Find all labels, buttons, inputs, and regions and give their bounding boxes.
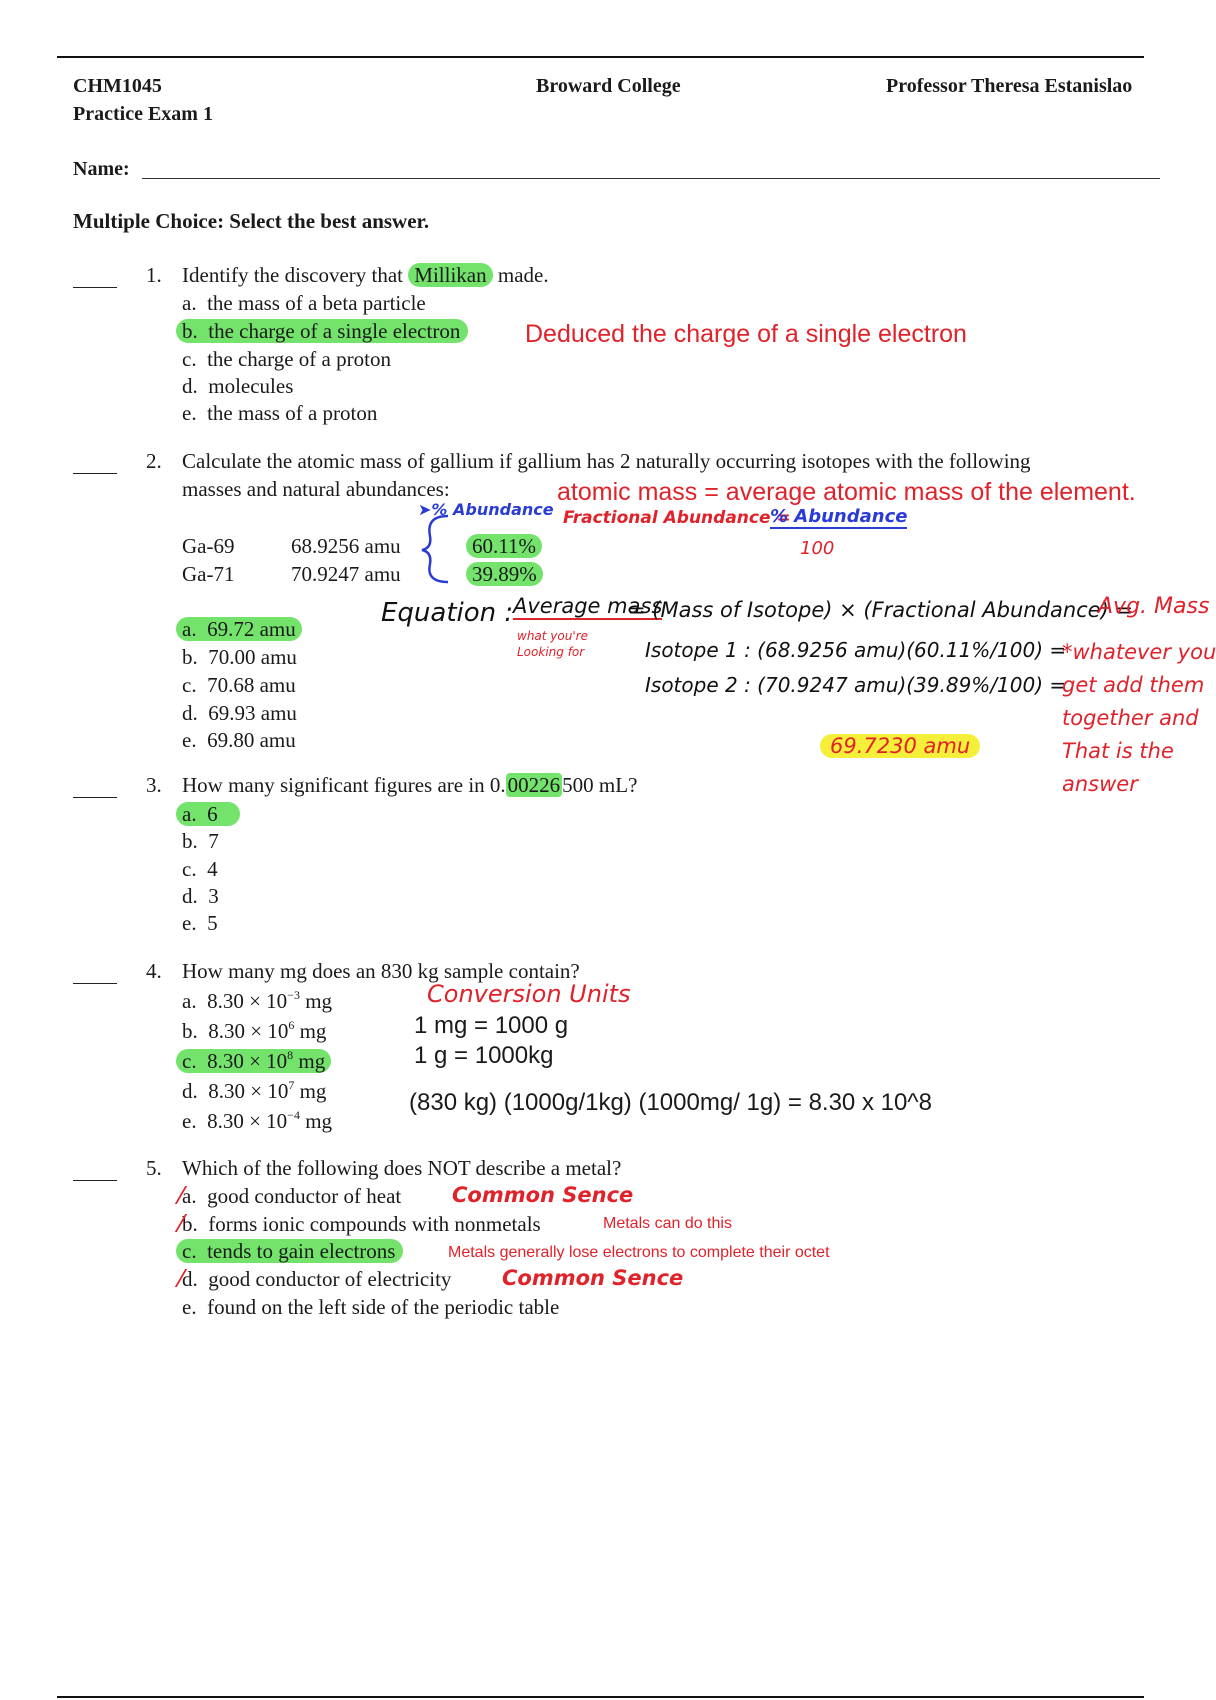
q2-option-e[interactable] bbox=[182, 728, 296, 753]
option-text: 70.68 amu bbox=[207, 673, 296, 697]
q3-option-b[interactable] bbox=[182, 829, 219, 854]
option-text: 70.00 amu bbox=[208, 645, 297, 669]
option-text: 69.72 amu bbox=[207, 617, 296, 641]
option-base: 8.30 × 10 bbox=[208, 1019, 289, 1043]
q1-option-b-correct[interactable] bbox=[182, 319, 468, 344]
exam-title: Practice Exam 1 bbox=[73, 103, 213, 125]
question-1-text bbox=[182, 263, 549, 288]
q4-option-c-correct[interactable] bbox=[182, 1049, 331, 1074]
option-text: molecules bbox=[208, 374, 294, 398]
option-letter-crossed: d. bbox=[182, 1267, 198, 1291]
q2-bracket bbox=[418, 508, 458, 588]
option-unit: mg bbox=[305, 1109, 333, 1133]
option-unit: mg bbox=[299, 1079, 327, 1103]
question-1-pre: Identify the discovery that bbox=[182, 263, 404, 287]
option-text: good conductor of heat bbox=[207, 1184, 402, 1208]
question-1-post: made. bbox=[497, 263, 549, 287]
option-letter: d. bbox=[182, 701, 198, 725]
question-4-number: 4. bbox=[146, 959, 162, 983]
side-note-line: *whatever you bbox=[1062, 640, 1216, 664]
option-letter: e. bbox=[182, 401, 197, 425]
q2-atomic-mass-note: atomic mass = average atomic mass of the element. bbox=[557, 478, 1136, 506]
q4-option-d[interactable] bbox=[182, 1079, 326, 1104]
answer-blank-4[interactable] bbox=[73, 983, 117, 984]
question-1-highlight: Millikan bbox=[408, 263, 492, 287]
q2-result: 69.7230 amu bbox=[820, 734, 980, 758]
question-1-number: 1. bbox=[146, 263, 162, 287]
q4-conversion-2: 1 g = 1000kg bbox=[414, 1042, 554, 1069]
option-text: the mass of a beta particle bbox=[207, 291, 426, 315]
course-code: CHM1045 bbox=[73, 75, 162, 97]
option-letter: a. bbox=[182, 802, 197, 826]
top-rule bbox=[57, 56, 1144, 58]
option-exponent: −3 bbox=[287, 988, 300, 1002]
arrow-icon: ➤ bbox=[418, 500, 432, 519]
q5-option-b[interactable] bbox=[182, 1212, 541, 1237]
isotope-ga69-mass: 68.9256 amu bbox=[291, 534, 401, 558]
isotope-ga71-mass: 70.9247 amu bbox=[291, 562, 401, 586]
q4-option-e[interactable] bbox=[182, 1109, 332, 1134]
option-text: 4 bbox=[207, 857, 218, 881]
q3-option-e[interactable] bbox=[182, 911, 218, 936]
answer-blank-1[interactable] bbox=[73, 287, 117, 288]
option-unit: mg bbox=[299, 1019, 327, 1043]
q3-option-c[interactable] bbox=[182, 857, 218, 882]
option-letter: e. bbox=[182, 1109, 197, 1133]
q2-option-a-correct[interactable] bbox=[182, 617, 302, 642]
q2-isotope-2-calc: Isotope 2 : (70.9247 amu)(39.89%/100) = bbox=[645, 673, 1067, 697]
option-text: 6 bbox=[207, 802, 218, 826]
question-3-post: 500 mL? bbox=[562, 773, 638, 797]
option-base: 8.30 × 10 bbox=[207, 1049, 288, 1073]
option-letter: c. bbox=[182, 673, 197, 697]
isotope-ga71-abundance: 39.89% bbox=[466, 562, 543, 587]
q5-note-a: Common Sence bbox=[452, 1183, 634, 1207]
option-text: good conductor of electricity bbox=[208, 1267, 452, 1291]
option-text: the charge of a single electron bbox=[208, 319, 461, 343]
question-4-text: How many mg does an 830 kg sample contain? bbox=[182, 959, 580, 983]
instructions: Multiple Choice: Select the best answer. bbox=[73, 209, 430, 233]
option-letter: c. bbox=[182, 857, 197, 881]
option-text: forms ionic compounds with nonmetals bbox=[208, 1212, 541, 1236]
option-letter: e. bbox=[182, 1295, 197, 1319]
q3-option-a-correct[interactable] bbox=[182, 802, 240, 827]
q4-option-b[interactable] bbox=[182, 1019, 326, 1044]
q5-option-a[interactable] bbox=[182, 1184, 401, 1209]
option-exponent: 8 bbox=[287, 1048, 294, 1062]
q2-fraction-label: Fractional Abundance = bbox=[563, 508, 791, 528]
option-letter-crossed: a. bbox=[182, 1184, 197, 1208]
q5-note-b: Metals can do this bbox=[603, 1215, 732, 1232]
question-2-number: 2. bbox=[146, 449, 162, 473]
option-text: found on the left side of the periodic table bbox=[207, 1295, 560, 1319]
option-text: 3 bbox=[208, 884, 219, 908]
option-letter: d. bbox=[182, 884, 198, 908]
isotope-ga69-name: Ga-69 bbox=[182, 534, 235, 558]
side-note-line: answer bbox=[1062, 772, 1138, 796]
side-note-line: That is the bbox=[1062, 739, 1174, 763]
q2-option-c[interactable] bbox=[182, 673, 296, 698]
option-text: tends to gain electrons bbox=[207, 1239, 396, 1263]
option-unit: mg bbox=[305, 989, 333, 1013]
q1-option-d[interactable] bbox=[182, 374, 293, 399]
name-label: Name: bbox=[73, 158, 130, 180]
side-note-line: together and bbox=[1062, 706, 1199, 730]
option-letter: d. bbox=[182, 374, 198, 398]
q1-annotation: Deduced the charge of a single electron bbox=[525, 320, 967, 348]
question-5-number: 5. bbox=[146, 1156, 162, 1180]
option-letter: b. bbox=[182, 319, 198, 343]
question-3-text bbox=[182, 773, 637, 798]
option-letter: c. bbox=[182, 1049, 197, 1073]
question-3-pre: How many significant figures are in 0. bbox=[182, 773, 506, 797]
option-letter: c. bbox=[182, 1239, 197, 1263]
side-note-line: get add them bbox=[1062, 673, 1205, 697]
option-letter: a. bbox=[182, 291, 197, 315]
q2-equation-avg-mass: Avg. Mass bbox=[1098, 594, 1210, 619]
option-letter: c. bbox=[182, 347, 197, 371]
option-letter-crossed: b. bbox=[182, 1212, 198, 1236]
option-text: 69.93 amu bbox=[208, 701, 297, 725]
option-text: 7 bbox=[208, 829, 219, 853]
option-exponent: 6 bbox=[288, 1018, 295, 1032]
q4-calculation: (830 kg) (1000g/1kg) (1000mg/ 1g) = 8.30 x 10^8 bbox=[409, 1089, 932, 1116]
question-5-text: Which of the following does NOT describe a metal? bbox=[182, 1156, 622, 1180]
q2-equation-body: = (Mass of Isotope) × (Fractional Abundance) = bbox=[628, 598, 1134, 622]
isotope-ga71-name: Ga-71 bbox=[182, 562, 235, 586]
q5-option-d[interactable] bbox=[182, 1267, 451, 1292]
option-letter: a. bbox=[182, 617, 197, 641]
q2-fraction-numerator: % Abundance bbox=[770, 506, 908, 527]
q2-side-note bbox=[1062, 636, 1216, 801]
option-unit: mg bbox=[298, 1049, 326, 1073]
question-3-highlight: 00226 bbox=[507, 773, 561, 797]
option-exponent: 7 bbox=[288, 1078, 295, 1092]
q1-option-c[interactable] bbox=[182, 347, 391, 372]
q2-abundance-note: ➤% Abundance bbox=[418, 500, 554, 519]
name-field[interactable] bbox=[142, 177, 1160, 179]
option-base: 8.30 × 10 bbox=[208, 1079, 289, 1103]
option-letter: b. bbox=[182, 829, 198, 853]
option-letter: e. bbox=[182, 728, 197, 752]
q2-equation-average-mass: Average mass bbox=[513, 594, 663, 618]
option-text: 69.80 amu bbox=[207, 728, 296, 752]
option-letter: b. bbox=[182, 645, 198, 669]
question-2-line-2: masses and natural abundances: bbox=[182, 477, 450, 501]
q5-note-d: Common Sence bbox=[502, 1266, 684, 1290]
professor-name: Professor Theresa Estanislao bbox=[886, 75, 1133, 97]
option-letter: d. bbox=[182, 1079, 198, 1103]
q3-option-d[interactable] bbox=[182, 884, 219, 909]
q4-conversion-1: 1 mg = 1000 g bbox=[414, 1012, 569, 1039]
q2-option-b[interactable] bbox=[182, 645, 297, 670]
q4-conversion-title: Conversion Units bbox=[427, 980, 631, 1008]
answer-blank-2[interactable] bbox=[73, 473, 117, 474]
option-letter: b. bbox=[182, 1019, 198, 1043]
option-text: 5 bbox=[207, 911, 218, 935]
option-letter: a. bbox=[182, 989, 197, 1013]
q2-equation-label: Equation : bbox=[381, 598, 514, 628]
answer-blank-3[interactable] bbox=[73, 797, 117, 798]
q5-option-c-correct[interactable] bbox=[182, 1239, 403, 1264]
q5-note-c: Metals generally lose electrons to complete their octet bbox=[448, 1244, 830, 1261]
option-letter: e. bbox=[182, 911, 197, 935]
q2-isotope-1-calc: Isotope 1 : (68.9256 amu)(60.11%/100) = bbox=[645, 638, 1067, 662]
answer-blank-5[interactable] bbox=[73, 1180, 117, 1181]
isotope-ga69-abundance: 60.11% bbox=[466, 534, 542, 559]
q2-equation-subnote: what you're Looking for bbox=[517, 629, 588, 659]
option-base: 8.30 × 10 bbox=[207, 989, 288, 1013]
option-base: 8.30 × 10 bbox=[207, 1109, 288, 1133]
q5-option-e[interactable] bbox=[182, 1295, 559, 1320]
q1-option-a[interactable] bbox=[182, 291, 426, 316]
college-name: Broward College bbox=[536, 75, 681, 97]
question-2-line-1: Calculate the atomic mass of gallium if gallium has 2 naturally occurring isotopes with the following bbox=[182, 449, 1031, 473]
q2-fraction-denominator: 100 bbox=[800, 538, 835, 559]
option-exponent: −4 bbox=[287, 1108, 300, 1122]
option-text: the charge of a proton bbox=[207, 347, 391, 371]
bottom-rule bbox=[57, 1696, 1144, 1698]
q1-option-e[interactable] bbox=[182, 401, 377, 426]
question-3-number: 3. bbox=[146, 773, 162, 797]
q2-option-d[interactable] bbox=[182, 701, 297, 726]
option-text: the mass of a proton bbox=[207, 401, 378, 425]
q4-option-a[interactable] bbox=[182, 989, 332, 1014]
